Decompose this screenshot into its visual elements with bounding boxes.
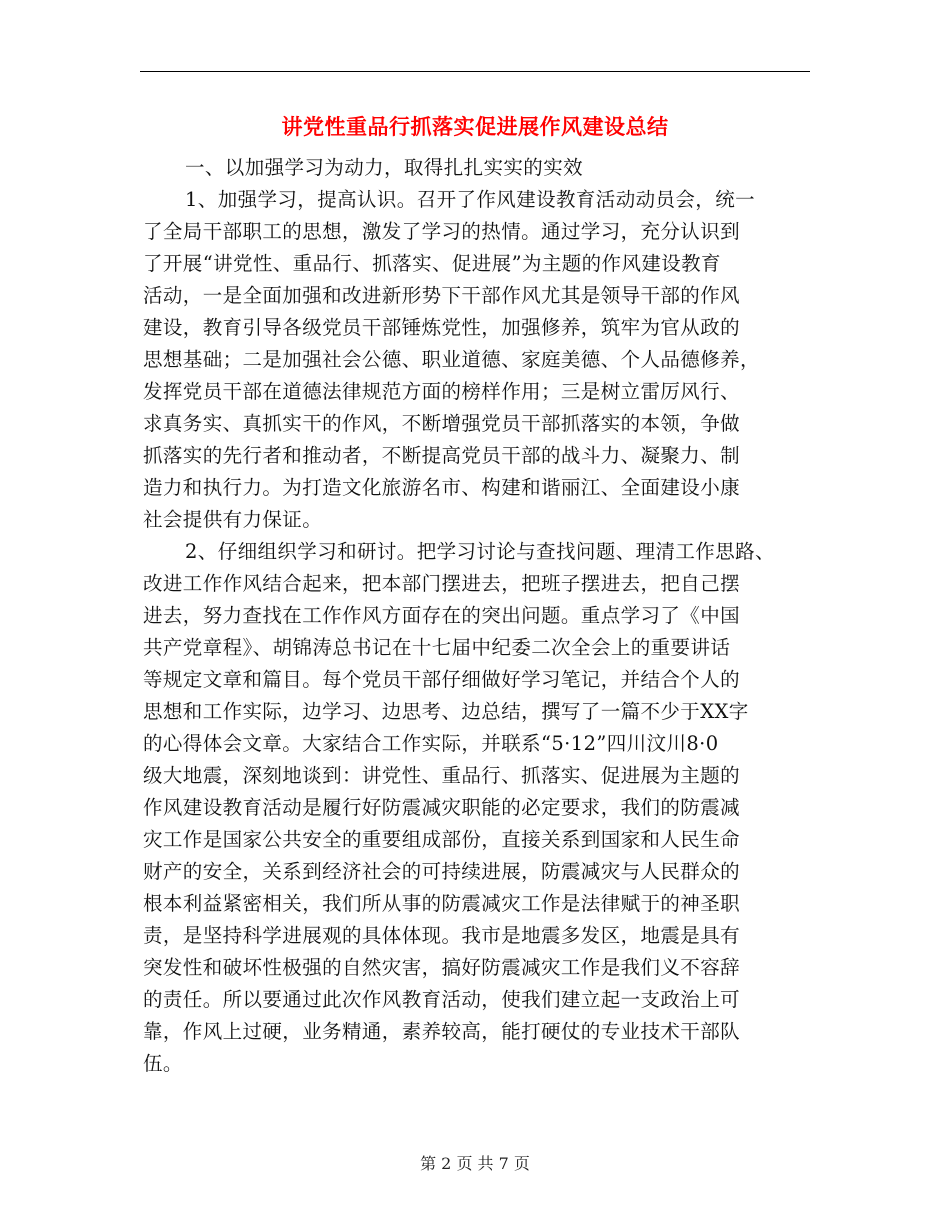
page-number-footer: 第 2 页 共 7 页 <box>420 1154 530 1173</box>
paragraph-line: 级大地震，深刻地谈到：讲党性、重品行、抓落实、促进展为主题的 <box>143 764 741 787</box>
paragraph-line: 1、加强学习，提高认识。召开了作风建设教育活动动员会，统一 <box>185 188 756 211</box>
section-heading: 一、以加强学习为动力，取得扎扎实实的实效 <box>185 156 584 179</box>
paragraph-line: 2、仔细组织学习和研讨。把学习讨论与查找问题、理清工作思路、 <box>185 540 775 563</box>
paragraph-line: 突发性和破坏性极强的自然灾害，搞好防震减灾工作是我们义不容辞 <box>143 956 741 979</box>
paragraph-line: 发挥党员干部在道德法律规范方面的榜样作用；三是树立雷厉风行、 <box>143 380 741 403</box>
paragraph-line: 等规定文章和篇目。每个党员干部仔细做好学习笔记，并结合个人的 <box>143 668 741 691</box>
paragraph-line: 活动，一是全面加强和改进新形势下干部作风尤其是领导干部的作风 <box>143 284 741 307</box>
paragraph-line: 的心得体会文章。大家结合工作实际，并联系“5·12”四川汶川8·0 <box>143 732 719 755</box>
paragraph-line: 根本利益紧密相关，我们所从事的防震减灾工作是法律赋于的神圣职 <box>143 892 741 915</box>
paragraph-line: 责，是坚持科学进展观的具体体现。我市是地震多发区，地震是具有 <box>143 924 741 947</box>
paragraph-line: 了全局干部职工的思想，激发了学习的热情。通过学习，充分认识到 <box>143 220 741 243</box>
paragraph-line: 造力和执行力。为打造文化旅游名市、构建和谐丽江、全面建设小康 <box>143 476 741 499</box>
paragraph-line: 建设，教育引导各级党员干部锤炼党性，加强修养，筑牢为官从政的 <box>143 316 741 339</box>
paragraph-line: 了开展“讲党性、重品行、抓落实、促进展”为主题的作风建设教育 <box>143 252 721 275</box>
paragraph-line: 共产党章程》、胡锦涛总书记在十七届中纪委二次全会上的重要讲话 <box>143 636 731 659</box>
paragraph-line: 灾工作是国家公共安全的重要组成部份，直接关系到国家和人民生命 <box>143 828 741 851</box>
paragraph-line: 改进工作作风结合起来，把本部门摆进去，把班子摆进去，把自己摆 <box>143 572 741 595</box>
paragraph-line: 伍。 <box>143 1052 183 1075</box>
paragraph-line: 思想基础；二是加强社会公德、职业道德、家庭美德、个人品德修养， <box>143 348 760 371</box>
paragraph-line: 求真务实、真抓实干的作风，不断增强党员干部抓落实的本领，争做 <box>143 412 741 435</box>
paragraph-line: 财产的安全，关系到经济社会的可持续进展，防震减灾与人民群众的 <box>143 860 741 883</box>
document-title: 讲党性重品行抓落实促进展作风建设总结 <box>281 115 669 139</box>
paragraph-line: 思想和工作实际，边学习、边思考、边总结，撰写了一篇不少于XX字 <box>143 700 749 723</box>
paragraph-line: 的责任。所以要通过此次作风教育活动，使我们建立起一支政治上可 <box>143 988 741 1011</box>
paragraph-line: 进去，努力查找在工作作风方面存在的突出问题。重点学习了《中国 <box>143 604 741 627</box>
paragraph-line: 抓落实的先行者和推动者，不断提高党员干部的战斗力、凝聚力、制 <box>143 444 741 467</box>
paragraph-line: 社会提供有力保证。 <box>143 508 323 531</box>
header-rule <box>140 71 810 72</box>
paragraph-line: 靠，作风上过硬，业务精通，素养较高，能打硬仗的专业技术干部队 <box>143 1020 741 1043</box>
paragraph-line: 作风建设教育活动是履行好防震减灾职能的必定要求，我们的防震减 <box>143 796 741 819</box>
